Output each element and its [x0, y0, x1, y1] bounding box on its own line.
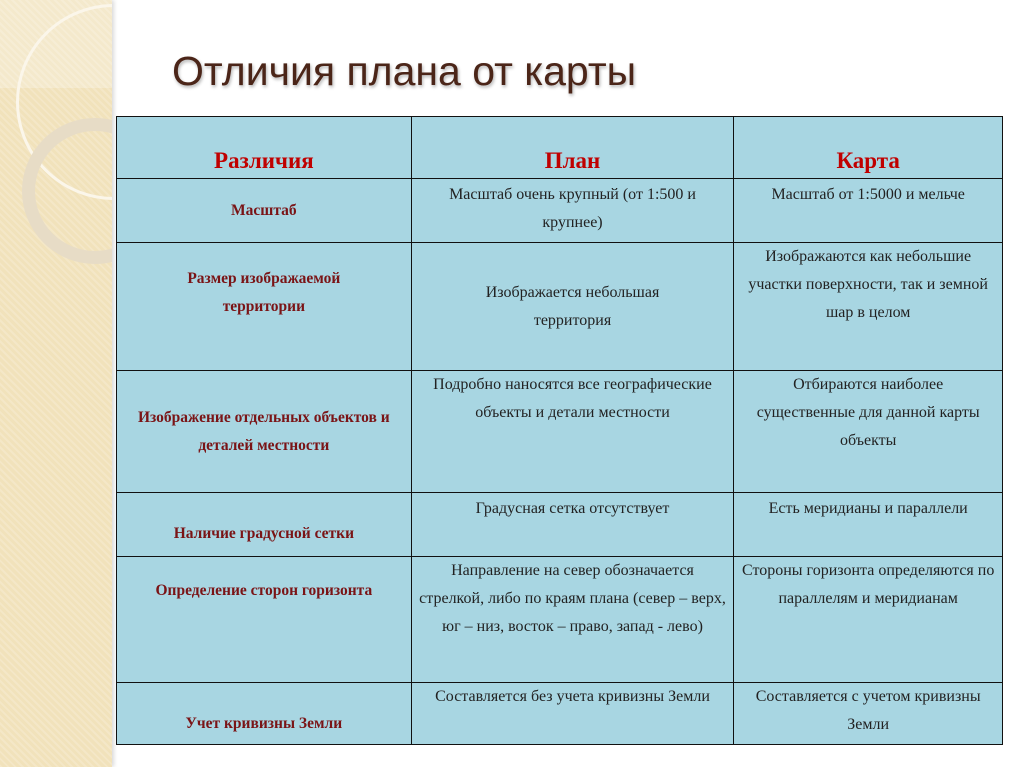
- header-map: Карта: [734, 117, 1003, 179]
- row-label: Наличие градусной сетки: [117, 493, 412, 557]
- header-differences: Различия: [117, 117, 412, 179]
- map-cell: Составляется с учетом кривизны Земли: [734, 683, 1003, 745]
- map-cell: Масштаб от 1:5000 и мельче: [734, 179, 1003, 243]
- plan-cell: Направление на север обозначается стрелкой, либо по краям плана (север – верх, юг – низ, восток – право, запад - лево): [411, 557, 734, 683]
- header-plan: План: [411, 117, 734, 179]
- map-cell: Отбираются наиболее существенные для данной карты объекты: [734, 371, 1003, 493]
- plan-cell: Составляется без учета кривизны Земли: [411, 683, 734, 745]
- table-row: [117, 557, 1003, 683]
- row-label: Определение сторон горизонта: [117, 557, 412, 683]
- comparison-table: [116, 116, 1003, 745]
- slide-title: Отличия плана от карты: [172, 48, 637, 94]
- table-row: [117, 243, 1003, 371]
- table-row: [117, 493, 1003, 557]
- map-cell: Есть меридианы и параллели: [734, 493, 1003, 557]
- table-row: [117, 179, 1003, 243]
- row-label: Изображение отдельных объектов и деталей местности: [117, 371, 412, 493]
- decorative-sidebar: [0, 0, 112, 767]
- plan-cell: Масштаб очень крупный (от 1:500 и крупнее): [411, 179, 734, 243]
- plan-cell: Градусная сетка отсутствует: [411, 493, 734, 557]
- table-row: [117, 683, 1003, 745]
- table-row: [117, 371, 1003, 493]
- map-cell: Изображаются как небольшие участки поверхности, так и земной шар в целом: [734, 243, 1003, 371]
- map-cell: Стороны горизонта определяются по параллелям и меридианам: [734, 557, 1003, 683]
- plan-cell: Изображается небольшая территория: [411, 243, 734, 371]
- table-header-row: [117, 117, 1003, 179]
- row-label: Учет кривизны Земли: [117, 683, 412, 745]
- row-label: Масштаб: [117, 179, 412, 243]
- plan-cell: Подробно наносятся все географические объекты и детали местности: [411, 371, 734, 493]
- row-label: Размер изображаемой территории: [117, 243, 412, 371]
